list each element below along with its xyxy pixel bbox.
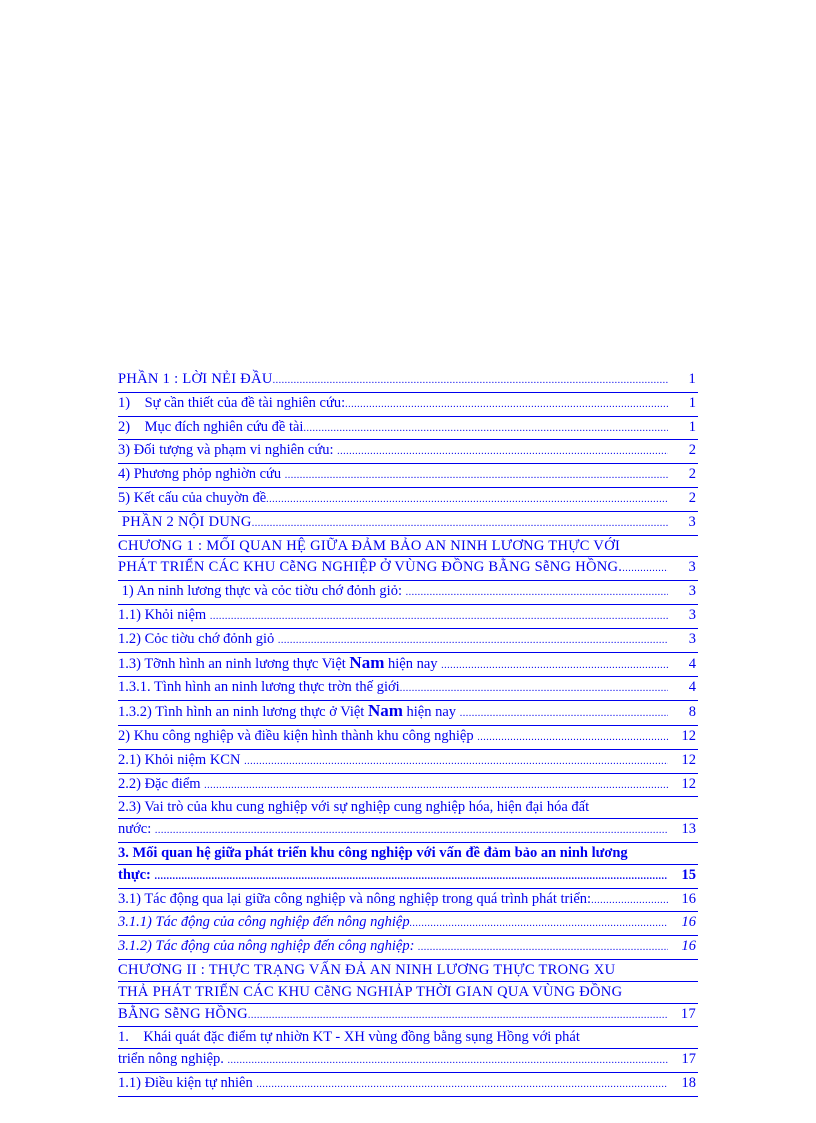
toc-page-number: 17 [681,1051,696,1068]
dot-leader [273,369,668,392]
toc-entry-text: 3.1.1) Tác động của công nghiệp đến nông nghiệp [118,914,410,931]
toc-entry-3[interactable] [118,440,698,464]
dot-leader [155,819,668,842]
dot-leader [266,488,668,511]
toc-page-number: 16 [681,938,696,955]
toc-entry-text: 2.2) Đặc điểm [118,775,205,792]
table-of-contents [118,369,698,1097]
toc-entry-c2-1[interactable] [118,1027,698,1073]
toc-entry-text: 1) An ninh lương thực và cỏc tiờu chớ đỏnh giỏ: [118,583,406,600]
dot-leader [418,936,668,959]
toc-entry-c1-1-3[interactable] [118,653,698,678]
toc-entry-text-emph: Nam [367,701,403,721]
toc-entry-text: 1.1) Khỏi niệm [118,606,210,623]
toc-page-number: 4 [688,679,696,696]
toc-entry-text-line-1: 3. Mối quan hệ giữa phát triển khu công nghiệp với vấn đề đảm bảo an ninh lương [118,843,698,865]
toc-entry-text: 3.1) Tác động qua lại giữa công nghiệp và nông nghiệp trong quá trình phát triển: [118,890,592,907]
toc-entry-text: 2.1) Khỏi niệm KCN [118,751,245,768]
toc-page-number: 13 [681,821,696,838]
dot-leader [477,726,668,749]
toc-entry-text: 1.2) Cỏc tiờu chớ đỏnh giỏ [118,630,278,647]
toc-page-number: 3 [688,630,696,647]
toc-entry-text: 3.1.2) Tác động của nông nghiệp đến công nghiệp: [118,938,419,955]
dot-leader [248,1004,668,1027]
toc-entry-text-line-2: nước: [118,821,155,838]
toc-entry-text-post: hiện nay [402,704,460,721]
toc-entry-text [118,701,460,723]
toc-entry-text: PHẦN 1 : LỜI NẺI ĐẦU [118,371,273,387]
toc-page-number: 17 [680,1005,696,1022]
toc-entry-c1-1-3-2[interactable] [118,701,698,726]
toc-entry-2[interactable] [118,417,698,441]
toc-page-number: 4 [688,655,696,672]
toc-page-number: 2 [688,466,696,483]
toc-page-number: 2 [688,489,696,506]
toc-entry-c1-1[interactable] [118,581,698,605]
dot-leader [244,750,668,773]
toc-entry-chuong-2[interactable] [118,960,698,1027]
toc-page-number: 3 [688,513,696,530]
dot-leader [256,1073,668,1096]
toc-entry-c1-3-1[interactable] [118,889,698,913]
toc-entry-c1-3[interactable] [118,843,698,889]
toc-entry-c2-1-1[interactable] [118,1073,698,1097]
dot-leader [252,512,668,535]
dot-leader [400,677,668,700]
toc-entry-text: 1.3.1. Tình hình an ninh lương thực trờn thế giới [118,679,400,696]
toc-entry-text: 2) Mục đích nghiên cứu đề tài [118,418,304,435]
toc-entry-c1-1-2[interactable] [118,629,698,653]
toc-entry-text: 5) Kết cấu của chuyờn đề [118,489,267,506]
toc-page-number: 16 [681,890,696,907]
dot-leader [406,581,668,604]
toc-entry-text-pre: 1.3.2) Tình hình an ninh lương thực ở Việt [118,704,368,721]
dot-leader [622,557,668,580]
toc-entry-text-pre: 1.3) Tỡnh hình an ninh lương thực Việt [118,655,350,672]
toc-page-number: 12 [681,775,696,792]
toc-page-number: 8 [688,704,696,721]
toc-entry-text-line-2: PHÁT TRIỂN CÁC KHU CễNG NGHIỆP Ở VÙNG ĐỒNG BẰNG SễNG HỒNG. [118,559,623,576]
toc-entry-5[interactable] [118,488,698,512]
toc-entry-1[interactable] [118,393,698,417]
dot-leader [591,889,668,912]
dot-leader [228,1049,668,1072]
toc-entry-text-line-1: CHƯƠNG 1 : MỐI QUAN HỆ GIỮA ĐẢM BẢO AN NINH LƯƠNG THỰC VỚI [118,536,698,558]
toc-entry-c1-1-1[interactable] [118,605,698,629]
toc-entry-c1-3-1-2[interactable] [118,936,698,960]
toc-entry-text-line-1: 1. Khái quát đặc điểm tự nhiờn KT - XH vùng đồng bằng sụng Hồng với phát [118,1027,698,1049]
dot-leader [410,912,668,935]
toc-page-number: 1 [688,371,696,387]
dot-leader [285,464,668,487]
toc-page-number: 16 [681,914,696,931]
dot-leader [441,654,668,677]
toc-page-number: 12 [681,751,696,768]
toc-entry-phan-2[interactable] [118,512,698,536]
toc-entry-c1-1-3-1[interactable] [118,677,698,701]
toc-entry-text-line-1: CHƯƠNG II : THỰC TRẠNG VẤN ĐẢ AN NINH LƯƠNG THỰC TRONG XU [118,960,698,982]
toc-entry-text-line-1: 2.3) Vai trò của khu cung nghiệp với sự nghiệp cung nghiệp hóa, hiện đại hóa đất [118,797,698,819]
toc-page-number: 1 [688,394,696,411]
toc-page-number: 3 [688,559,696,576]
toc-entry-c1-2[interactable] [118,726,698,750]
toc-entry-c1-2-3[interactable] [118,797,698,843]
toc-page-number: 15 [681,866,696,883]
toc-entry-text-line-3: BẰNG SễNG HỒNG [118,1005,248,1022]
toc-entry-text-post: hiện nay [384,655,442,672]
toc-page-number: 2 [688,442,696,459]
toc-entry-text [118,653,441,675]
dot-leader [154,865,668,888]
toc-entry-4[interactable] [118,464,698,488]
toc-page-number: 18 [681,1074,696,1091]
toc-entry-phan-1[interactable] [118,369,698,393]
dot-leader [204,774,668,797]
dot-leader [210,605,668,628]
toc-entry-text: 1.1) Điều kiện tự nhiên [118,1074,257,1091]
toc-entry-chuong-1[interactable] [118,536,698,582]
toc-entry-text: 4) Phương phỏp nghiờn cứu [118,466,285,483]
dot-leader [278,629,668,652]
toc-entry-text: PHẦN 2 NỘI DUNG [118,513,252,530]
toc-entry-text: 3) Đối tượng và phạm vi nghiên cứu: [118,442,338,459]
dot-leader [337,440,668,463]
toc-page-number: 1 [688,418,696,435]
toc-entry-text-line-2: triển nông nghiệp. [118,1051,228,1068]
dot-leader [345,393,668,416]
toc-page-number: 12 [681,727,696,744]
toc-page-number: 3 [688,583,696,600]
dot-leader [460,702,668,725]
toc-entry-c1-2-1[interactable] [118,750,698,774]
toc-entry-text: 2) Khu công nghiệp và điều kiện hình thành khu công nghiệp [118,727,478,744]
toc-entry-c1-3-1-1[interactable] [118,912,698,936]
toc-entry-text: 1) Sự cần thiết của đề tài nghiên cứu: [118,394,346,411]
toc-entry-text-line-2: THẢ PHÁT TRIỂN CÁC KHU CễNG NGHIẢP THỜI GIAN QUA VÙNG ĐỒNG [118,982,698,1004]
dot-leader [303,417,668,440]
toc-entry-c1-2-2[interactable] [118,774,698,798]
toc-entry-text-emph: Nam [349,652,385,672]
toc-page-number: 3 [688,606,696,623]
toc-entry-text-line-2: thực: [118,866,155,883]
